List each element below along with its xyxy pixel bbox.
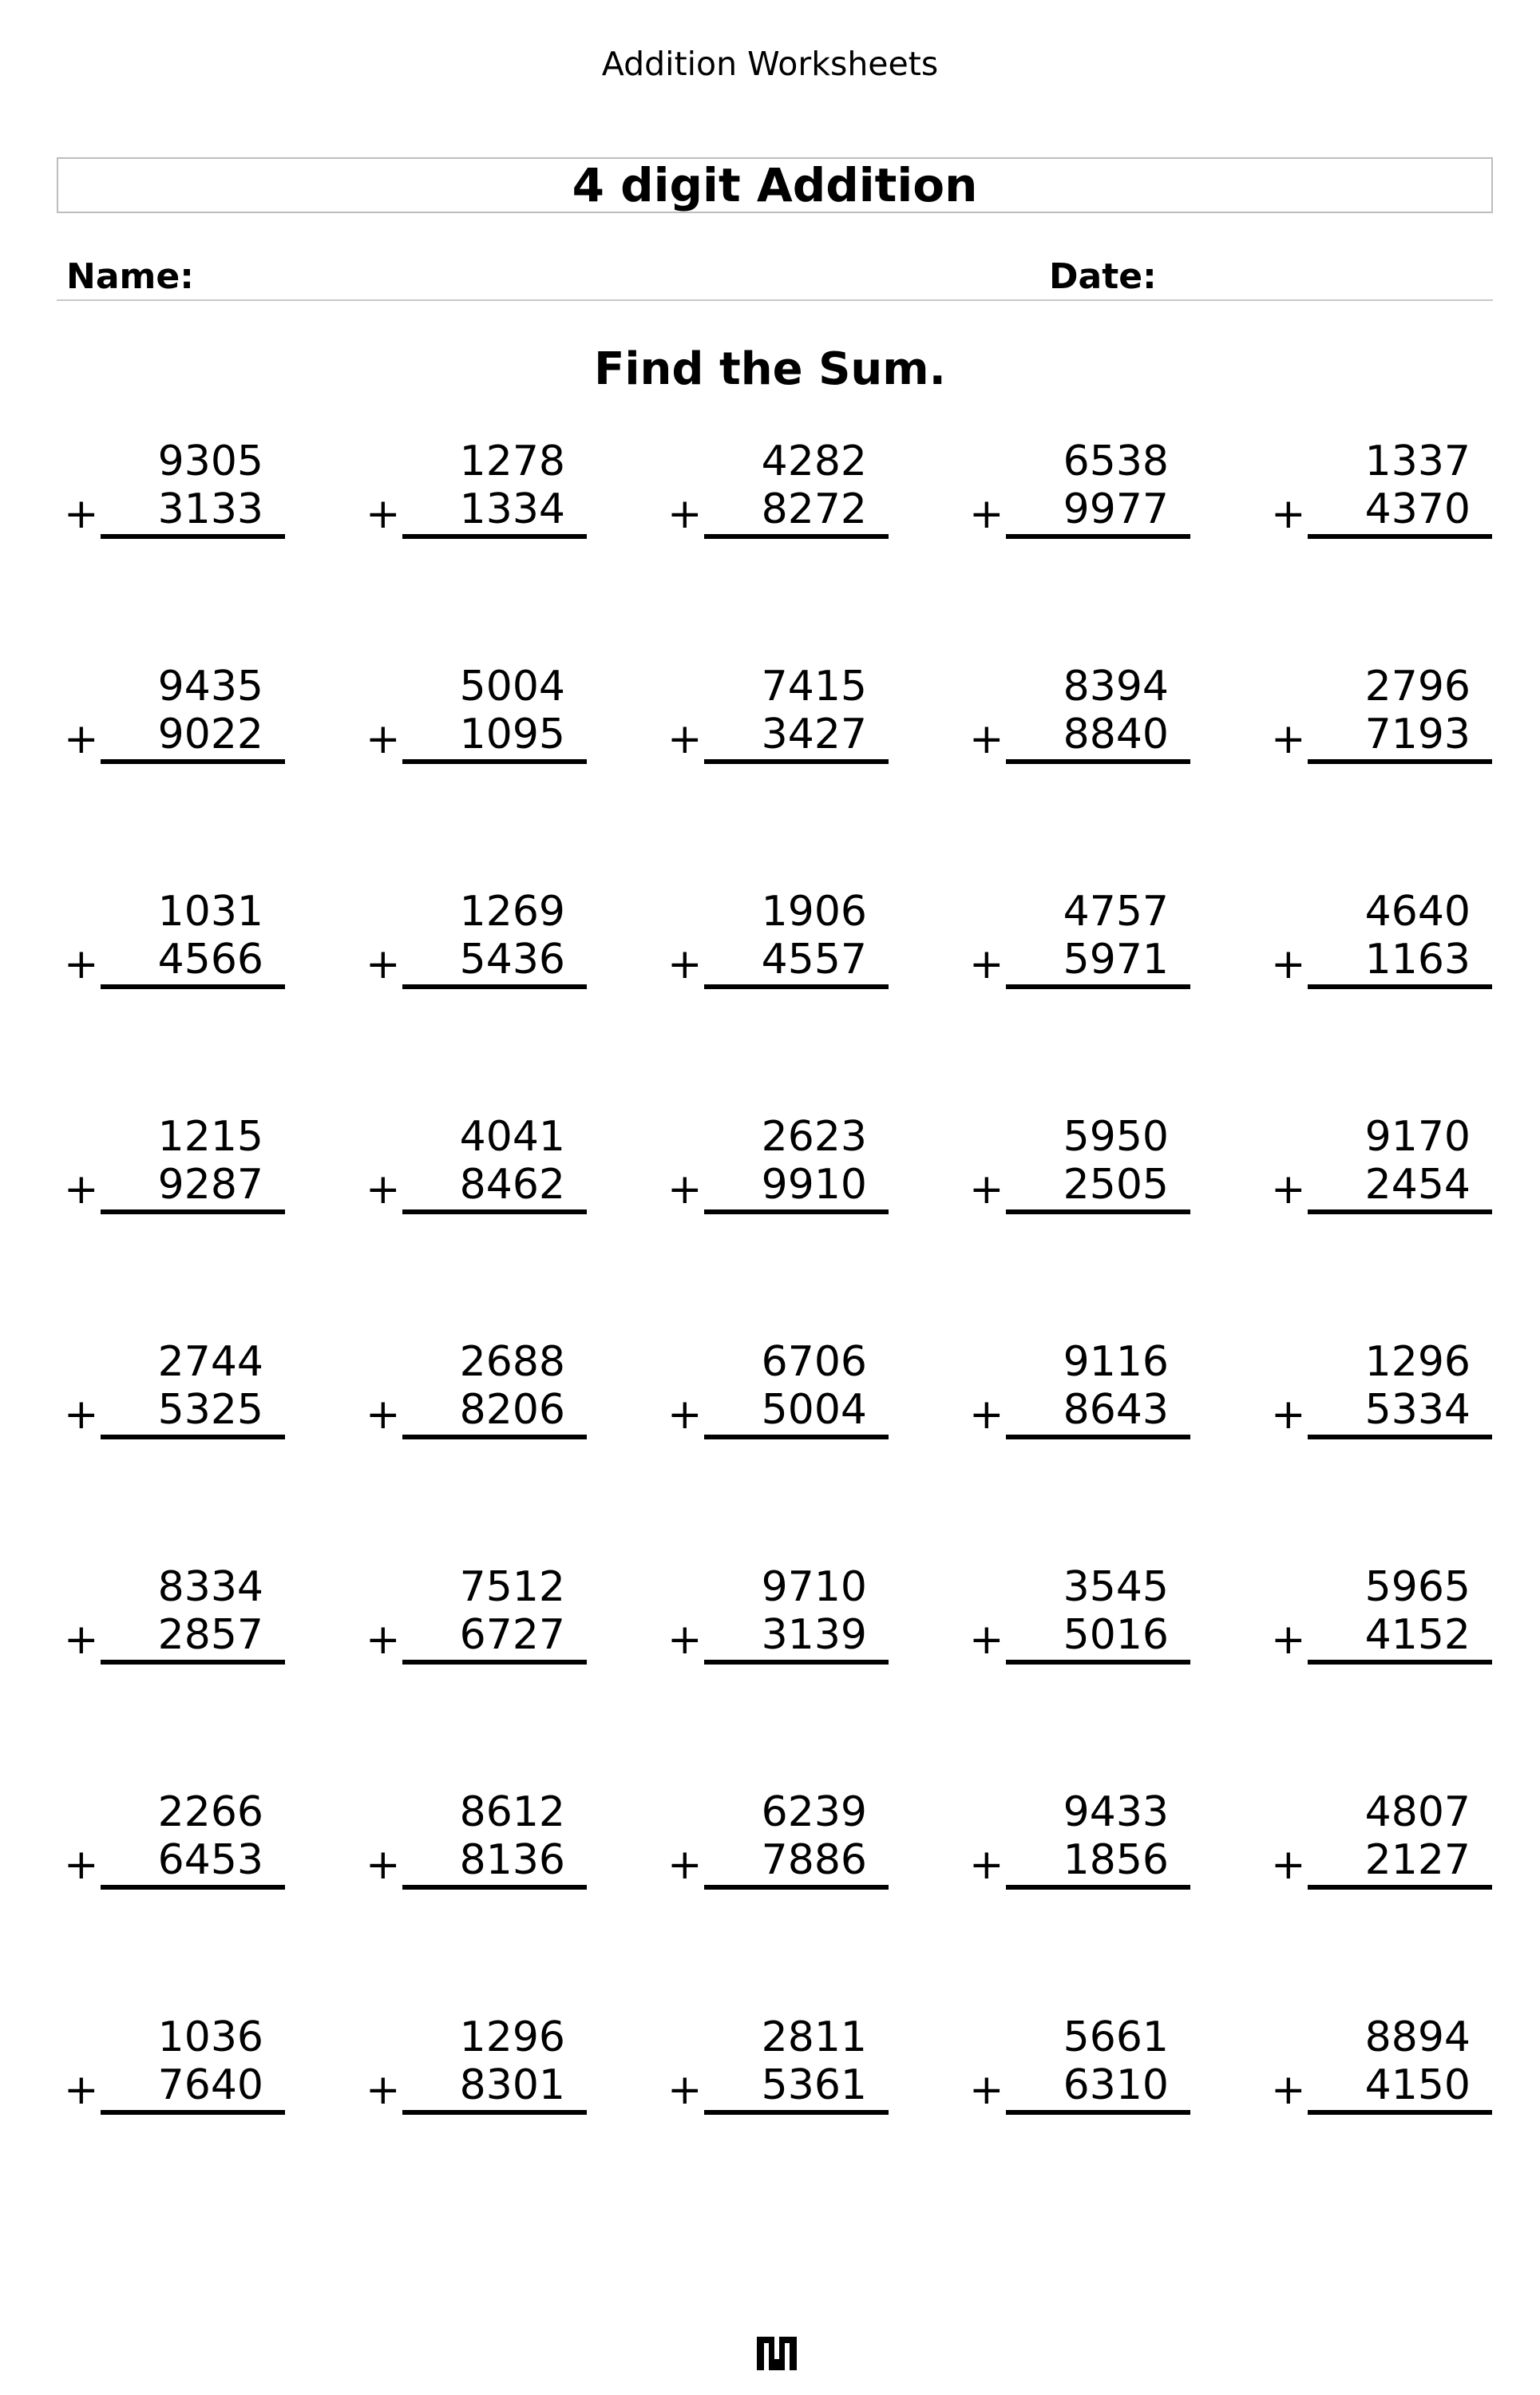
answer-line bbox=[402, 2110, 587, 2115]
plus-sign: + bbox=[969, 490, 1004, 538]
plus-sign: + bbox=[667, 2066, 703, 2114]
addition-problem bbox=[969, 663, 1193, 774]
addend-bottom: 5436 bbox=[459, 936, 565, 984]
addend-top: 2796 bbox=[1364, 663, 1471, 711]
addend-top: 1036 bbox=[157, 2013, 263, 2061]
addition-problem bbox=[667, 1113, 891, 1225]
answer-line bbox=[704, 534, 889, 539]
addend-top: 2688 bbox=[459, 1338, 565, 1386]
answer-line bbox=[1308, 1885, 1492, 1890]
addition-problem bbox=[969, 2013, 1193, 2125]
plus-sign: + bbox=[1271, 1166, 1306, 1213]
addend-top: 2623 bbox=[761, 1113, 867, 1161]
addition-problem bbox=[667, 1338, 891, 1450]
answer-line bbox=[1006, 984, 1190, 989]
plus-sign: + bbox=[64, 2066, 99, 2114]
answer-line bbox=[402, 1209, 587, 1214]
addend-bottom: 5361 bbox=[761, 2061, 867, 2109]
addend-bottom: 8462 bbox=[459, 1161, 565, 1209]
addition-problem bbox=[1271, 1338, 1494, 1450]
addend-top: 6538 bbox=[1063, 437, 1169, 485]
addend-bottom: 5016 bbox=[1063, 1611, 1169, 1659]
addition-problem bbox=[969, 1563, 1193, 1675]
addition-problem bbox=[667, 1788, 891, 1900]
addition-problem bbox=[969, 1788, 1193, 1900]
addend-bottom: 7193 bbox=[1364, 711, 1471, 758]
addend-top: 1031 bbox=[157, 888, 263, 936]
plus-sign: + bbox=[64, 715, 99, 763]
addend-bottom: 2127 bbox=[1364, 1836, 1471, 1884]
answer-line bbox=[704, 759, 889, 764]
plus-sign: + bbox=[1271, 490, 1306, 538]
addition-problem bbox=[1271, 437, 1494, 549]
addend-bottom: 4557 bbox=[761, 936, 867, 984]
addition-problem bbox=[366, 1563, 589, 1675]
addend-top: 8334 bbox=[157, 1563, 263, 1611]
addend-bottom: 2454 bbox=[1364, 1161, 1471, 1209]
answer-line bbox=[1308, 1660, 1492, 1665]
answer-line bbox=[101, 2110, 285, 2115]
addend-bottom: 8206 bbox=[459, 1386, 565, 1434]
answer-line bbox=[704, 1209, 889, 1214]
addend-top: 4640 bbox=[1364, 888, 1471, 936]
answer-line bbox=[704, 1660, 889, 1665]
addend-top: 2266 bbox=[157, 1788, 263, 1836]
addend-top: 5661 bbox=[1063, 2013, 1169, 2061]
addition-problem bbox=[64, 437, 287, 549]
addend-bottom: 5971 bbox=[1063, 936, 1169, 984]
addition-problem bbox=[667, 663, 891, 774]
plus-sign: + bbox=[64, 940, 99, 988]
answer-line bbox=[101, 759, 285, 764]
answer-line bbox=[101, 1885, 285, 1890]
addend-top: 6239 bbox=[761, 1788, 867, 1836]
addend-bottom: 6727 bbox=[459, 1611, 565, 1659]
addend-top: 9433 bbox=[1063, 1788, 1169, 1836]
plus-sign: + bbox=[969, 1616, 1004, 1664]
addend-top: 1269 bbox=[459, 888, 565, 936]
addend-bottom: 4370 bbox=[1364, 485, 1471, 533]
addition-problem bbox=[366, 663, 589, 774]
plus-sign: + bbox=[64, 1391, 99, 1439]
addend-top: 6706 bbox=[761, 1338, 867, 1386]
plus-sign: + bbox=[969, 1391, 1004, 1439]
plus-sign: + bbox=[969, 1166, 1004, 1213]
addition-problem bbox=[667, 437, 891, 549]
addend-bottom: 6310 bbox=[1063, 2061, 1169, 2109]
addition-problem bbox=[1271, 1788, 1494, 1900]
plus-sign: + bbox=[64, 490, 99, 538]
plus-sign: + bbox=[1271, 715, 1306, 763]
addend-top: 5965 bbox=[1364, 1563, 1471, 1611]
answer-line bbox=[1308, 1435, 1492, 1439]
worksheet-title: 4 digit Addition bbox=[57, 157, 1493, 213]
addend-top: 2744 bbox=[157, 1338, 263, 1386]
answer-line bbox=[402, 759, 587, 764]
addend-top: 9116 bbox=[1063, 1338, 1169, 1386]
plus-sign: + bbox=[969, 2066, 1004, 2114]
name-label: Name: bbox=[66, 256, 194, 297]
addition-problem bbox=[1271, 2013, 1494, 2125]
plus-sign: + bbox=[366, 2066, 401, 2114]
addend-bottom: 8301 bbox=[459, 2061, 565, 2109]
addend-top: 4041 bbox=[459, 1113, 565, 1161]
addend-top: 4757 bbox=[1063, 888, 1169, 936]
addition-problem bbox=[969, 1338, 1193, 1450]
addition-problem bbox=[366, 1113, 589, 1225]
answer-line bbox=[1006, 534, 1190, 539]
addend-top: 5004 bbox=[459, 663, 565, 711]
addend-top: 9710 bbox=[761, 1563, 867, 1611]
addend-top: 9305 bbox=[157, 437, 263, 485]
addition-problem bbox=[64, 1338, 287, 1450]
plus-sign: + bbox=[366, 1391, 401, 1439]
answer-line bbox=[704, 984, 889, 989]
answer-line bbox=[704, 1885, 889, 1890]
addend-top: 7512 bbox=[459, 1563, 565, 1611]
addend-top: 1215 bbox=[157, 1113, 263, 1161]
addend-bottom: 2857 bbox=[157, 1611, 263, 1659]
addition-problem bbox=[64, 1788, 287, 1900]
addend-top: 3545 bbox=[1063, 1563, 1169, 1611]
answer-line bbox=[1006, 759, 1190, 764]
plus-sign: + bbox=[1271, 1391, 1306, 1439]
answer-line bbox=[1308, 2110, 1492, 2115]
addend-bottom: 1856 bbox=[1063, 1836, 1169, 1884]
addend-top: 7415 bbox=[761, 663, 867, 711]
addend-bottom: 4150 bbox=[1364, 2061, 1471, 2109]
addend-bottom: 1163 bbox=[1364, 936, 1471, 984]
addition-problem bbox=[667, 888, 891, 1000]
plus-sign: + bbox=[64, 1616, 99, 1664]
addend-bottom: 3133 bbox=[157, 485, 263, 533]
plus-sign: + bbox=[969, 1841, 1004, 1889]
addend-bottom: 5334 bbox=[1364, 1386, 1471, 1434]
addend-bottom: 2505 bbox=[1063, 1161, 1169, 1209]
instruction-heading: Find the Sum. bbox=[594, 343, 946, 395]
addend-bottom: 9910 bbox=[761, 1161, 867, 1209]
addend-top: 5950 bbox=[1063, 1113, 1169, 1161]
addend-bottom: 6453 bbox=[157, 1836, 263, 1884]
answer-line bbox=[1006, 1885, 1190, 1890]
addition-problem bbox=[1271, 888, 1494, 1000]
addition-problem bbox=[969, 437, 1193, 549]
addend-bottom: 4566 bbox=[157, 936, 263, 984]
plus-sign: + bbox=[64, 1841, 99, 1889]
answer-line bbox=[1006, 2110, 1190, 2115]
addend-top: 1278 bbox=[459, 437, 565, 485]
header-title: Addition Worksheets bbox=[601, 45, 939, 83]
plus-sign: + bbox=[1271, 2066, 1306, 2114]
plus-sign: + bbox=[667, 1616, 703, 1664]
addend-top: 2811 bbox=[761, 2013, 867, 2061]
plus-sign: + bbox=[366, 1166, 401, 1213]
addend-top: 8612 bbox=[459, 1788, 565, 1836]
plus-sign: + bbox=[1271, 940, 1306, 988]
addition-problem bbox=[366, 1338, 589, 1450]
addend-bottom: 3427 bbox=[761, 711, 867, 758]
addition-problem bbox=[366, 437, 589, 549]
addend-bottom: 8272 bbox=[761, 485, 867, 533]
addend-bottom: 9287 bbox=[157, 1161, 263, 1209]
addition-problem bbox=[667, 2013, 891, 2125]
plus-sign: + bbox=[667, 940, 703, 988]
publisher-logo-icon bbox=[757, 2335, 797, 2372]
addend-bottom: 8840 bbox=[1063, 711, 1169, 758]
plus-sign: + bbox=[667, 1841, 703, 1889]
addition-problem bbox=[667, 1563, 891, 1675]
addend-bottom: 4152 bbox=[1364, 1611, 1471, 1659]
addition-problem bbox=[366, 2013, 589, 2125]
addend-bottom: 1095 bbox=[459, 711, 565, 758]
addend-top: 1296 bbox=[1364, 1338, 1471, 1386]
addend-bottom: 5004 bbox=[761, 1386, 867, 1434]
addend-top: 1296 bbox=[459, 2013, 565, 2061]
addition-problem bbox=[64, 663, 287, 774]
answer-line bbox=[1308, 534, 1492, 539]
answer-line bbox=[402, 1885, 587, 1890]
answer-line bbox=[1006, 1209, 1190, 1214]
plus-sign: + bbox=[1271, 1616, 1306, 1664]
plus-sign: + bbox=[667, 1391, 703, 1439]
answer-line bbox=[402, 984, 587, 989]
answer-line bbox=[402, 534, 587, 539]
answer-line bbox=[704, 2110, 889, 2115]
addend-top: 4282 bbox=[761, 437, 867, 485]
plus-sign: + bbox=[366, 1841, 401, 1889]
plus-sign: + bbox=[1271, 1841, 1306, 1889]
answer-line bbox=[704, 1435, 889, 1439]
plus-sign: + bbox=[969, 940, 1004, 988]
addend-bottom: 9977 bbox=[1063, 485, 1169, 533]
addition-problem bbox=[64, 1563, 287, 1675]
date-label: Date: bbox=[1049, 256, 1157, 297]
plus-sign: + bbox=[667, 490, 703, 538]
addend-top: 1337 bbox=[1364, 437, 1471, 485]
plus-sign: + bbox=[969, 715, 1004, 763]
addend-top: 9435 bbox=[157, 663, 263, 711]
addition-problem bbox=[64, 1113, 287, 1225]
addend-top: 8394 bbox=[1063, 663, 1169, 711]
addend-bottom: 8136 bbox=[459, 1836, 565, 1884]
plus-sign: + bbox=[667, 715, 703, 763]
plus-sign: + bbox=[366, 715, 401, 763]
addend-top: 9170 bbox=[1364, 1113, 1471, 1161]
answer-line bbox=[101, 1435, 285, 1439]
addend-bottom: 8643 bbox=[1063, 1386, 1169, 1434]
addition-problem bbox=[1271, 663, 1494, 774]
addition-problem bbox=[1271, 1113, 1494, 1225]
addition-problem bbox=[64, 2013, 287, 2125]
answer-line bbox=[402, 1660, 587, 1665]
addend-top: 1906 bbox=[761, 888, 867, 936]
answer-line bbox=[101, 1209, 285, 1214]
addend-bottom: 7886 bbox=[761, 1836, 867, 1884]
answer-line bbox=[1308, 1209, 1492, 1214]
answer-line bbox=[101, 534, 285, 539]
addition-problem bbox=[1271, 1563, 1494, 1675]
addition-problem bbox=[64, 888, 287, 1000]
answer-line bbox=[402, 1435, 587, 1439]
answer-line bbox=[1308, 759, 1492, 764]
addend-bottom: 1334 bbox=[459, 485, 565, 533]
answer-line bbox=[1006, 1435, 1190, 1439]
addend-bottom: 9022 bbox=[157, 711, 263, 758]
plus-sign: + bbox=[366, 940, 401, 988]
plus-sign: + bbox=[366, 1616, 401, 1664]
addend-bottom: 3139 bbox=[761, 1611, 867, 1659]
addition-problem bbox=[366, 888, 589, 1000]
addend-top: 4807 bbox=[1364, 1788, 1471, 1836]
addition-problem bbox=[969, 1113, 1193, 1225]
plus-sign: + bbox=[64, 1166, 99, 1213]
addition-problem bbox=[969, 888, 1193, 1000]
addend-bottom: 5325 bbox=[157, 1386, 263, 1434]
plus-sign: + bbox=[366, 490, 401, 538]
plus-sign: + bbox=[667, 1166, 703, 1213]
addend-bottom: 7640 bbox=[157, 2061, 263, 2109]
addition-problem bbox=[366, 1788, 589, 1900]
answer-line bbox=[1006, 1660, 1190, 1665]
answer-line bbox=[1308, 984, 1492, 989]
answer-line bbox=[101, 1660, 285, 1665]
answer-line bbox=[101, 984, 285, 989]
addend-top: 8894 bbox=[1364, 2013, 1471, 2061]
